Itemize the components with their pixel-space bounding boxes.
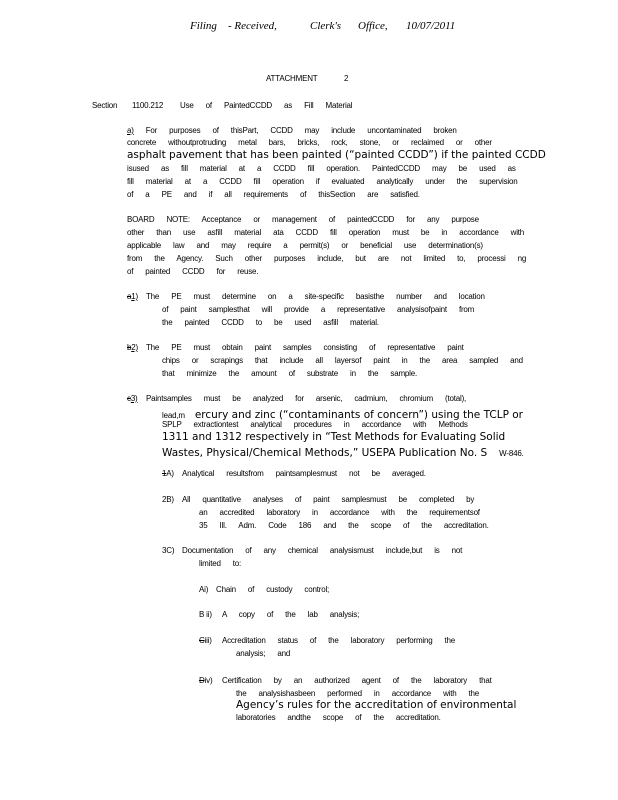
paragraph-a-line: a) For purposes of thisPart, CCDD may include uncontaminated broken — [127, 126, 457, 135]
sub-item-c-i-line: Chain of custody control; — [216, 585, 330, 594]
header-clerks: Clerk's — [310, 20, 342, 32]
section-label: Section — [92, 101, 118, 110]
paragraph-marker: a) — [127, 126, 134, 135]
item-1-line: of paint samplesthat will provide a representative analysisofpaint from — [162, 305, 475, 314]
board-note-line: of painted CCDD for reuse. — [127, 267, 259, 276]
item-marker: Ai) — [199, 585, 209, 594]
item-1-line: The PE must determine on a site-specific basisthe number and location — [146, 292, 485, 301]
attachment-label: ATTACHMENT — [266, 74, 318, 83]
item-3-line: SPLP extractiontest analytical procedures in accordance with Methods — [162, 420, 468, 429]
paragraph-a-line: isused as fill material at a CCDD fill operation. PaintedCCDD may be used as — [127, 164, 516, 173]
item-marker: Ciii) — [199, 636, 212, 645]
paragraph-a-line: asphalt pavement that has been painted (“painted CCDD”) if the painted CCDD — [127, 149, 546, 161]
item-2-line: The PE must obtain paint samples consisting of representative paint — [146, 343, 464, 352]
paragraph-a-line: fill material at a CCDD fill operation if evaluated analytically under the supervision — [127, 177, 518, 186]
item-marker: b2) — [127, 343, 138, 352]
item-marker: B ii) — [199, 610, 212, 619]
item-3-line: Wastes, Physical/Chemical Methods,” USEPA Publication No. S W-846. — [162, 447, 524, 459]
sub-item-b-line: All quantitative analyses of paint samplesmust be completed by — [182, 495, 475, 504]
item-marker: 2B) — [162, 495, 174, 504]
item-marker: 3C) — [162, 546, 175, 555]
sub-item-c-ii-line: A copy of the lab analysis; — [222, 610, 360, 619]
section-number: 1100.212 — [132, 101, 164, 110]
sub-item-c-line: limited to: — [199, 559, 242, 568]
sub-item-c-iv-line: the analysishasbeen performed in accordance with the — [236, 689, 480, 698]
header-received: - Received, — [228, 20, 277, 32]
sub-item-b-line: 35 Ill. Adm. Code 186 and the scope of the accreditation. — [199, 521, 489, 530]
sub-item-c-line: Documentation of any chemical analysismust include,but is not — [182, 546, 463, 555]
board-note-line: other than use asfill material ata CCDD fill operation must be in accordance with — [127, 228, 525, 237]
item-marker: a1) — [127, 292, 138, 301]
sub-item-b-line: an accredited laboratory in accordance with the requirementsof — [199, 508, 480, 517]
paragraph-a-line: of a PE and if all requirements of thisSection are satisfied. — [127, 190, 420, 199]
section-title: Use of PaintedCCDD as Fill Material — [180, 101, 353, 110]
sub-item-c-iii-line: Accreditation status of the laboratory performing the — [222, 636, 456, 645]
sub-item-c-iii-line: analysis; and — [236, 649, 291, 658]
header-filing: Filing — [190, 20, 217, 32]
attachment-number: 2 — [344, 74, 349, 83]
board-note-line: applicable law and may require a permit(s) or beneficial use determination(s) — [127, 241, 483, 250]
sub-item-c-iv-line: Certification by an authorized agent of the laboratory that — [222, 676, 492, 685]
item-1-line: the painted CCDD to be used asfill material. — [162, 318, 379, 327]
header-date: 10/07/2011 — [406, 20, 456, 32]
item-marker: c3) — [127, 394, 138, 403]
item-3-line: Paintsamples must be analyzed for arsenic, cadmium, chromium (total), — [146, 394, 467, 403]
sub-item-c-iv-line: laboratories andthe scope of the accreditation. — [236, 713, 441, 722]
paragraph-a-line: concrete withoutprotruding metal bars, bricks, rock, stone, or reclaimed or other — [127, 138, 492, 147]
item-marker: 1A) — [162, 469, 174, 478]
item-3-line: lead,m ercury and zinc (“contaminants of concern”) using the TCLP or — [162, 409, 523, 421]
board-note-line: BOARD NOTE: Acceptance or management of paintedCCDD for any purpose — [127, 215, 479, 224]
board-note-line: from the Agency. Such other purposes include, but are not limited to, processi ng — [127, 254, 527, 263]
item-2-line: that minimize the amount of substrate in the sample. — [162, 369, 418, 378]
header-office: Office, — [358, 20, 388, 32]
sub-item-c-iv-line: Agency’s rules for the accreditation of environmental — [236, 699, 517, 711]
item-marker: Div) — [199, 676, 213, 685]
item-2-line: chips or scrapings that include all layersof paint in the area sampled and — [162, 356, 523, 365]
item-3-line: 1311 and 1312 respectively in “Test Methods for Evaluating Solid — [162, 431, 506, 443]
sub-item-a-line: Analytical resultsfrom paintsamplesmust not be averaged. — [182, 469, 426, 478]
